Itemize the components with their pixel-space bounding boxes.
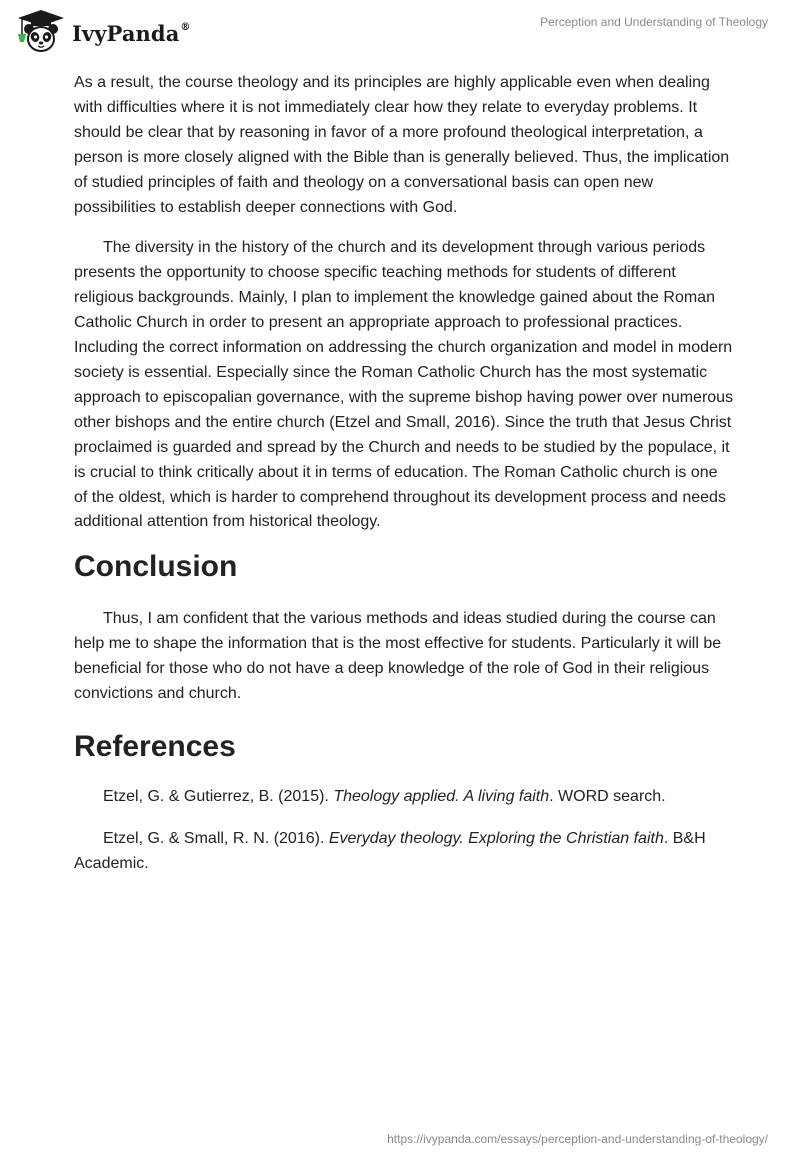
reference-title: Everyday theology. Exploring the Christian faith <box>328 829 664 847</box>
conclusion-paragraph: Thus, I am confident that the various methods and ideas studied during the course can help me to shape the information that is the most effective for students. Particularly it will be beneficial for those who do not have a deep knowledge of the role of God in their religious convictions and church. <box>74 610 722 703</box>
essay-content <box>74 71 734 877</box>
document-title: Perception and Understanding of Theology <box>540 15 768 29</box>
reference-entry: Etzel, G. & Small, R. N. (2016). Everyday theology. Exploring the Christian faith. B&H Academic. <box>74 829 706 872</box>
conclusion-heading: Conclusion <box>74 550 238 584</box>
reference-entry: Etzel, G. & Gutierrez, B. (2015). Theology applied. A living faith. WORD search. <box>103 787 666 805</box>
panda-graduate-icon <box>14 8 68 54</box>
body-paragraph: As a result, the course theology and its principles are highly applicable even when dealing with difficulties where it is not immediately clear how they relate to everyday problems. It should be clear that by reasoning in favor of a more profound theological interpretation, a person is more closely aligned with the Bible than is generally believed. Thus, the implication of studied principles of faith and theology on a conversational basis can open new possibilities to establish deeper connections with God. <box>74 74 730 216</box>
body-paragraph: The diversity in the history of the church and its development through various periods presents the opportunity to choose specific teaching methods for students of different religious backgrounds. Mainly, I plan to implement the knowledge gained about the Roman Catholic Church in order to present an appropriate approach to professional practices. Including the correct information on addressing the church organization and model in modern society is essential. Especially since the Roman Catholic Church has the most systematic approach to episcopalian governance, with the supreme bishop having power over numerous other bishops and the entire church (Etzel and Small, 2016). Since the truth that Jesus Christ proclaimed is guarded and spread by the Church and needs to be studied by the populace, it is crucial to think critically about it in terms of education. The Roman Catholic church is one of the oldest, which is harder to comprehend throughout its development process and needs additional attention from historical theology. <box>74 239 734 531</box>
source-url[interactable]: https://ivypanda.com/essays/perception-and-understanding-of-theology/ <box>387 1132 768 1146</box>
ivypanda-logo[interactable] <box>14 8 191 54</box>
reference-title: Theology applied. A living faith <box>333 787 550 805</box>
logo-wordmark: IvyPanda® <box>72 20 191 46</box>
page-header <box>0 0 800 60</box>
references-heading: References <box>74 729 236 763</box>
